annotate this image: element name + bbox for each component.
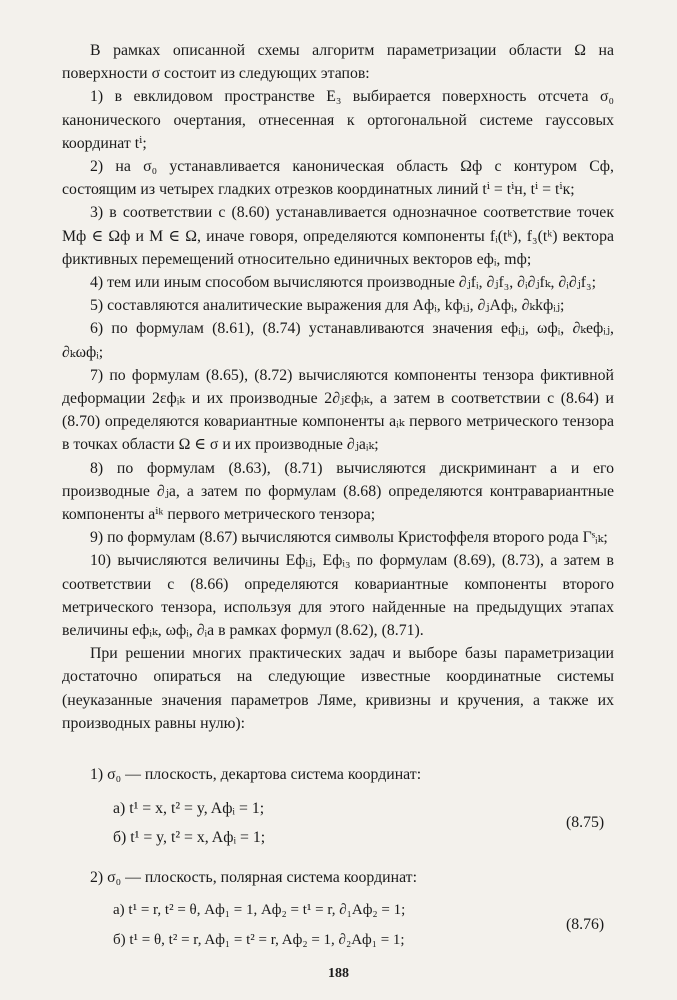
step-10: 10) вычисляются величины Eфᵢⱼ, Eфᵢ₃ по формулам (8.69), (8.73), а затем в соответствии с (8.66) определяются ковариантные компоненты второго метрического тензора, используя для этого найденные на предыдущих этапах величины eфᵢₖ, ωфᵢ, ∂ᵢa в рамках формул (8.62), (8.71). bbox=[62, 552, 614, 640]
coordinate-systems-paragraph: При решении многих практических задач и выборе базы параметризации достаточно опираться на следующие известные координатные системы (неуказанные значения параметров Ляме, кривизны и кручения, а также их производных равны нулю): bbox=[62, 645, 614, 732]
step-5: 5) составляются аналитические выражения для Aфᵢ, kфᵢⱼ, ∂ⱼAфᵢ, ∂ₖkфᵢⱼ; bbox=[90, 297, 565, 315]
step-6: 6) по формулам (8.61), (8.74) устанавливаются значения eфᵢⱼ, ωфᵢ, ∂ₖeфᵢⱼ, ∂ₖωфᵢ; bbox=[62, 320, 614, 361]
section-2-heading: 2) σ₀ — плоскость, полярная система координат: bbox=[90, 869, 417, 886]
step-3: 3) в соответствии с (8.60) устанавливается однозначное соответствие точек Mф ∈ Ωф и M ∈ Ω, иначе говоря, определяются компоненты fᵢ(tᵏ), f₃(tᵏ) вектора фиктивных перемещений относительно единичных векторов eфᵢ, mф; bbox=[62, 204, 614, 268]
eq-number-8-76: (8.76) bbox=[566, 916, 605, 933]
step-8: 8) по формулам (8.63), (8.71) вычисляются дискриминант a и его производные ∂ⱼa, а затем по формулам (8.68) определяются контравариантные компоненты aⁱᵏ первого метрического тензора; bbox=[62, 459, 614, 524]
eq-8-76-row-b: б) t¹ = θ, t² = r, Aф₁ = t² = r, Aф₂ = 1, ∂₂Aф₁ = 1; bbox=[113, 932, 405, 948]
eq-8-76-row-a: а) t¹ = r, t² = θ, Aф₁ = 1, Aф₂ = t¹ = r, ∂₁Aф₂ = 1; bbox=[113, 902, 406, 918]
step-7: 7) по формулам (8.65), (8.72) вычисляются компоненты тензора фиктивной деформации 2εфᵢₖ и их производные 2∂ⱼεфᵢₖ, а затем в соответствии с (8.64) и (8.70) определяются ковариантные компоненты aᵢₖ первого метрического тензора в точках области Ω ∈ σ и их производные ∂ⱼaᵢₖ; bbox=[62, 366, 614, 454]
intro-paragraph: В рамках описанной схемы алгоритм параметризации области Ω на поверхности σ состоит из следующих этапов: bbox=[62, 42, 614, 83]
page-number: 188 bbox=[328, 966, 349, 981]
step-1: 1) в евклидовом пространстве E₃ выбирается поверхность отсчета σ₀ канонического очертания, отнесенная к ортогональной системе гауссовых координат tⁱ; bbox=[62, 88, 614, 152]
step-9: 9) по формулам (8.67) вычисляются символы Кристоффеля второго рода Γˢᵢₖ; bbox=[90, 529, 608, 547]
eq-8-75-row-a: а) t¹ = x, t² = y, Aфᵢ = 1; bbox=[113, 800, 265, 817]
eq-8-75-row-b: б) t¹ = y, t² = x, Aфᵢ = 1; bbox=[113, 829, 266, 846]
eq-number-8-75: (8.75) bbox=[566, 814, 605, 831]
step-4: 4) тем или иным способом вычисляются производные ∂ⱼfᵢ, ∂ⱼf₃, ∂ᵢ∂ⱼfₖ, ∂ᵢ∂ⱼf₃; bbox=[90, 274, 596, 292]
body-text bbox=[62, 39, 614, 735]
step-2: 2) на σ₀ устанавливается каноническая область Ωф с контуром Cф, состоящим из четырех гладких отрезков координатных линий tⁱ = tⁱн, tⁱ = tⁱк; bbox=[62, 158, 614, 199]
section-1-heading: 1) σ₀ — плоскость, декартова система координат: bbox=[90, 766, 422, 783]
